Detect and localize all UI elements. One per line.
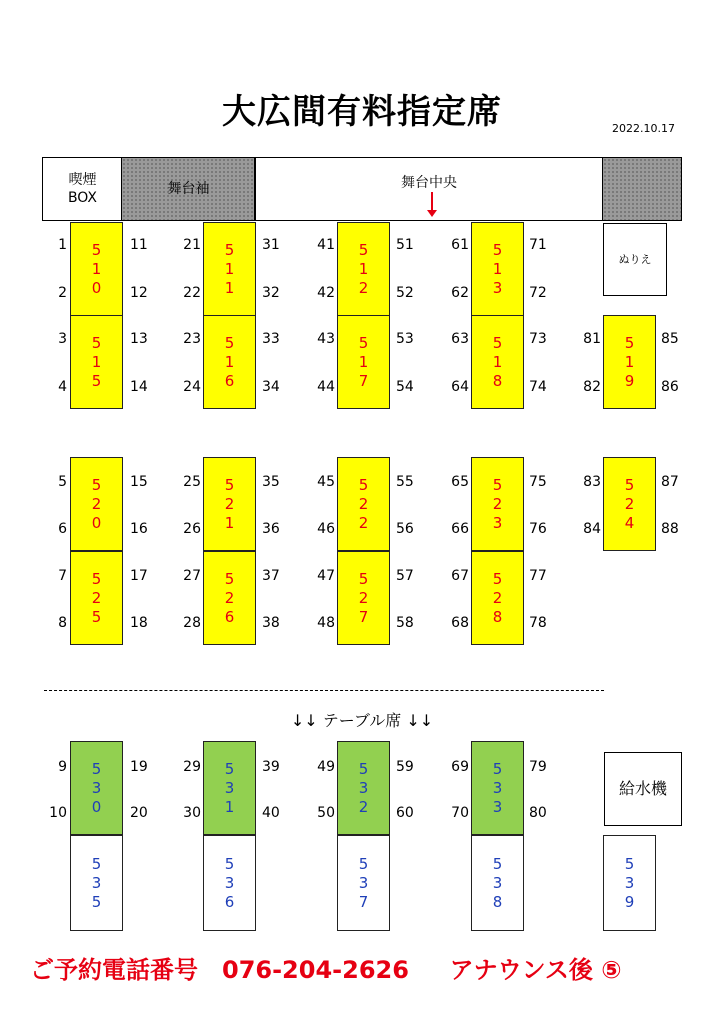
seat-533: 5 3 3 (471, 741, 524, 835)
row-number-13: 13 (130, 331, 148, 347)
seat-513: 5 1 3 (471, 222, 524, 316)
row-number-50: 50 (317, 805, 335, 821)
row-number-23: 23 (183, 331, 201, 347)
row-number-10: 10 (49, 805, 67, 821)
row-number-1: 1 (58, 237, 67, 253)
row-number-83: 83 (583, 474, 601, 490)
smoking-box (42, 157, 123, 221)
row-number-6: 6 (58, 521, 67, 537)
row-number-59: 59 (396, 759, 414, 775)
stage-wing (121, 157, 256, 221)
row-number-49: 49 (317, 759, 335, 775)
seat-535: 5 3 5 (70, 835, 123, 931)
seat-518: 5 1 8 (471, 315, 524, 409)
seat-519: 5 1 9 (603, 315, 656, 409)
row-number-88: 88 (661, 521, 679, 537)
row-number-9: 9 (58, 759, 67, 775)
row-number-54: 54 (396, 379, 414, 395)
row-number-11: 11 (130, 237, 148, 253)
row-number-26: 26 (183, 521, 201, 537)
row-number-71: 71 (529, 237, 547, 253)
row-number-84: 84 (583, 521, 601, 537)
row-number-58: 58 (396, 615, 414, 631)
row-number-47: 47 (317, 568, 335, 584)
row-number-74: 74 (529, 379, 547, 395)
row-number-18: 18 (130, 615, 148, 631)
row-number-72: 72 (529, 285, 547, 301)
row-number-3: 3 (58, 331, 67, 347)
row-number-76: 76 (529, 521, 547, 537)
row-number-43: 43 (317, 331, 335, 347)
row-number-57: 57 (396, 568, 414, 584)
row-number-85: 85 (661, 331, 679, 347)
row-number-64: 64 (451, 379, 469, 395)
row-number-27: 27 (183, 568, 201, 584)
row-number-12: 12 (130, 285, 148, 301)
seat-522: 5 2 2 (337, 457, 390, 551)
row-number-38: 38 (262, 615, 280, 631)
row-number-46: 46 (317, 521, 335, 537)
seat-532: 5 3 2 (337, 741, 390, 835)
row-number-37: 37 (262, 568, 280, 584)
row-number-70: 70 (451, 805, 469, 821)
row-number-7: 7 (58, 568, 67, 584)
row-number-77: 77 (529, 568, 547, 584)
row-number-66: 66 (451, 521, 469, 537)
row-number-4: 4 (58, 379, 67, 395)
row-number-34: 34 (262, 379, 280, 395)
row-number-19: 19 (130, 759, 148, 775)
seat-524: 5 2 4 (603, 457, 656, 551)
row-number-28: 28 (183, 615, 201, 631)
row-number-60: 60 (396, 805, 414, 821)
page-title: 大広間有料指定席 (222, 92, 502, 132)
row-number-63: 63 (451, 331, 469, 347)
row-number-42: 42 (317, 285, 335, 301)
row-number-44: 44 (317, 379, 335, 395)
row-number-41: 41 (317, 237, 335, 253)
row-number-36: 36 (262, 521, 280, 537)
row-number-69: 69 (451, 759, 469, 775)
row-number-24: 24 (183, 379, 201, 395)
row-number-15: 15 (130, 474, 148, 490)
table-seats-label: ↓↓ テーブル席 ↓↓ (290, 711, 434, 730)
row-number-73: 73 (529, 331, 547, 347)
seat-512: 5 1 2 (337, 222, 390, 316)
row-number-45: 45 (317, 474, 335, 490)
seat-531: 5 3 1 (203, 741, 256, 835)
stage-right-wing (602, 157, 682, 221)
row-number-78: 78 (529, 615, 547, 631)
seat-525: 5 2 5 (70, 551, 123, 645)
row-number-68: 68 (451, 615, 469, 631)
date-label: 2022.10.17 (612, 122, 675, 135)
row-number-30: 30 (183, 805, 201, 821)
seat-521: 5 2 1 (203, 457, 256, 551)
row-number-5: 5 (58, 474, 67, 490)
seat-526: 5 2 6 (203, 551, 256, 645)
row-number-16: 16 (130, 521, 148, 537)
row-number-81: 81 (583, 331, 601, 347)
row-number-29: 29 (183, 759, 201, 775)
seat-530: 5 3 0 (70, 741, 123, 835)
coloring-label: ぬりえ (618, 252, 652, 266)
row-number-52: 52 (396, 285, 414, 301)
stage-arrow-head-icon (427, 210, 437, 217)
coloring-box (603, 223, 667, 296)
seat-527: 5 2 7 (337, 551, 390, 645)
row-number-31: 31 (262, 237, 280, 253)
row-number-51: 51 (396, 237, 414, 253)
water-machine-box (604, 752, 682, 826)
seat-523: 5 2 3 (471, 457, 524, 551)
seat-520: 5 2 0 (70, 457, 123, 551)
row-number-14: 14 (130, 379, 148, 395)
row-number-86: 86 (661, 379, 679, 395)
row-number-8: 8 (58, 615, 67, 631)
seat-538: 5 3 8 (471, 835, 524, 931)
stage-center-label: 舞台中央 (401, 175, 457, 191)
row-number-80: 80 (529, 805, 547, 821)
seat-528: 5 2 8 (471, 551, 524, 645)
row-number-82: 82 (583, 379, 601, 395)
divider-line (44, 690, 604, 691)
row-number-65: 65 (451, 474, 469, 490)
seat-510: 5 1 0 (70, 222, 123, 316)
row-number-67: 67 (451, 568, 469, 584)
seat-536: 5 3 6 (203, 835, 256, 931)
row-number-87: 87 (661, 474, 679, 490)
row-number-17: 17 (130, 568, 148, 584)
seat-511: 5 1 1 (203, 222, 256, 316)
row-number-79: 79 (529, 759, 547, 775)
row-number-32: 32 (262, 285, 280, 301)
water-machine-label: 給水機 (618, 779, 667, 798)
row-number-33: 33 (262, 331, 280, 347)
row-number-22: 22 (183, 285, 201, 301)
row-number-56: 56 (396, 521, 414, 537)
row-number-35: 35 (262, 474, 280, 490)
row-number-48: 48 (317, 615, 335, 631)
seat-537: 5 3 7 (337, 835, 390, 931)
row-number-21: 21 (183, 237, 201, 253)
row-number-55: 55 (396, 474, 414, 490)
row-number-75: 75 (529, 474, 547, 490)
seat-516: 5 1 6 (203, 315, 256, 409)
row-number-40: 40 (262, 805, 280, 821)
row-number-20: 20 (130, 805, 148, 821)
seat-515: 5 1 5 (70, 315, 123, 409)
stage-wing-label: 舞台袖 (167, 181, 210, 197)
reservation-footer: ご予約電話番号 076-204-2626 アナウンス後 ⑤ (30, 956, 622, 984)
row-number-25: 25 (183, 474, 201, 490)
row-number-53: 53 (396, 331, 414, 347)
seat-539: 5 3 9 (603, 835, 656, 931)
seat-517: 5 1 7 (337, 315, 390, 409)
row-number-2: 2 (58, 285, 67, 301)
row-number-62: 62 (451, 285, 469, 301)
row-number-39: 39 (262, 759, 280, 775)
row-number-61: 61 (451, 237, 469, 253)
smoking-box-label: 喫煙 BOX (67, 172, 98, 206)
